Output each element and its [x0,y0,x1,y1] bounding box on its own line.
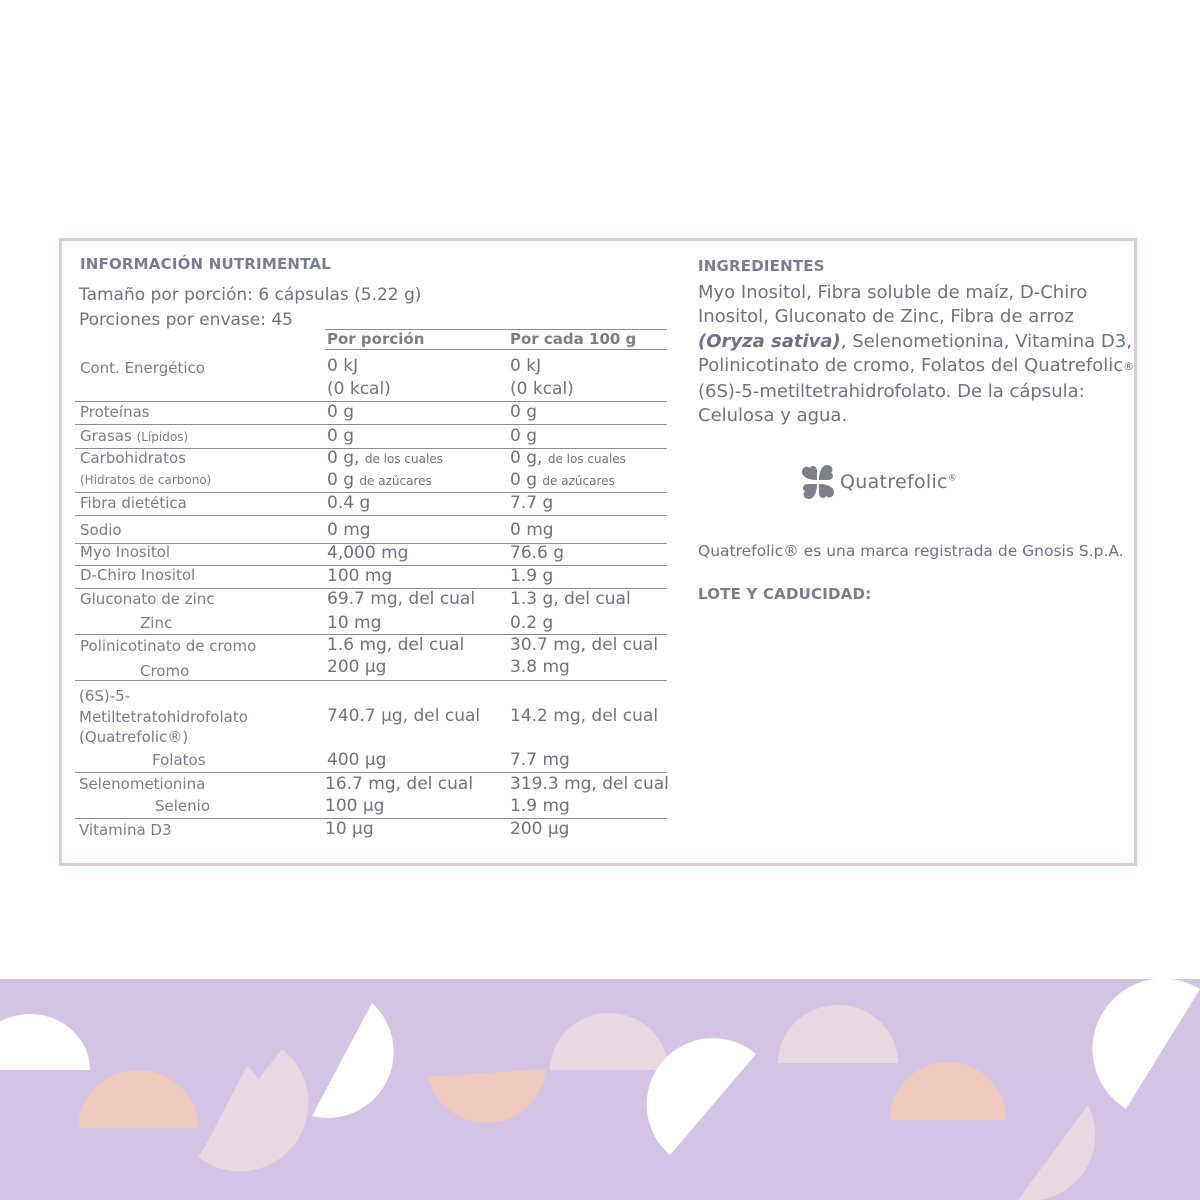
lot-label: LOTE Y CADUCIDAD: [698,585,872,603]
row-name: Fibra dietética [80,494,187,512]
per-100g-value: 0 kJ [510,356,542,376]
row-name-note: (Lípidos) [136,430,189,444]
row-name: Proteínas [80,403,150,421]
per-serving-value: 0 g [327,402,355,422]
sub-row-name: Cromo [140,662,190,680]
column-header-per-100g: Por cada 100 g [510,330,637,348]
trademark-note: Quatrefolic® es una marca registrada de Gnosis S.p.A. [698,542,1124,560]
sub-row-name: Zinc [140,614,173,632]
per-100g-value: 0 g [510,402,538,422]
per-serving-value: 740.7 µg, del cual [327,706,481,726]
row-name: Gluconato de zinc [80,590,215,608]
row-rule [75,680,667,681]
row-name: D-Chiro Inositol [80,566,196,584]
per-100g-value: 1.9 g [510,566,554,586]
row-name: Vitamina D3 [79,821,172,839]
per-100g-value: 200 µg [510,819,570,839]
sub-row-name: Folatos [152,751,206,769]
per-100g-value: 14.2 mg, del cual [510,706,659,726]
per-serving-value: 1.6 mg, del cual [327,635,465,655]
ingredients-text: Myo Inositol, Fibra soluble de maíz, D-Chiro Inositol, Gluconato de Zinc, Fibra de arroz (Oryza sativa), Selenometionina, Vitamina D3, Polinicotinato de cromo, Folatos del Quatrefolic® (6S)-5-metiltetrahidrofolato. De la cápsula: Celulosa y agua. [698,282,1135,427]
per-100g-sugar: 0 g de azúcares [510,470,615,490]
per-serving-value: (0 kcal) [327,379,391,399]
per-100g-value: 0 mg [510,520,554,540]
per-100g-value: 7.7 g [510,493,554,513]
row-name: Metiltetratohidrofolato [79,708,248,726]
nutrition-heading: INFORMACIÓN NUTRIMENTAL [80,255,331,273]
row-rule [75,515,667,516]
per-serving-value: 0 mg [327,520,371,540]
row-name: (Quatrefolic®) [79,728,189,746]
logo-text: Quatrefolic® [840,471,958,493]
row-name: (6S)-5- [79,687,131,705]
per-100g-value: 30.7 mg, del cual [510,635,659,655]
row-name: Cont. Energético [80,359,205,377]
row-rule [75,424,667,425]
per-serving-value: 0 g, de los cuales [327,448,443,468]
row-rule [75,772,667,773]
row-rule [75,492,667,493]
per-serving-value: 69.7 mg, del cual [327,589,476,609]
quatrefolic-logo [798,463,957,501]
sub-per-serving-value: 400 µg [327,750,387,770]
row-name: Carbohidratos [80,449,186,467]
per-100g-value: (0 kcal) [510,379,574,399]
row-name: Selenometionina [79,775,206,793]
per-100g-value: 76.6 g [510,543,565,563]
per-serving-value: 100 mg [327,566,393,586]
serving-size: Tamaño por porción: 6 cápsulas (5.22 g) [79,285,422,305]
per-100g-value: 319.3 mg, del cual [510,774,669,794]
header-rule [325,349,667,350]
per-100g-value: 0 g, de los cuales [510,448,626,468]
sub-per-100g-value: 3.8 mg [510,657,570,677]
nutrition-panel [59,238,1137,866]
per-serving-value: 0 g [327,426,355,446]
ingredients-italic: (Oryza sativa) [698,330,841,352]
per-100g-value: 1.3 g, del cual [510,589,631,609]
sub-per-100g-value: 7.7 mg [510,750,570,770]
decorative-shapes [0,979,1200,1200]
row-rule [75,401,667,402]
per-100g-value: 0 g [510,426,538,446]
per-serving-value: 16.7 mg, del cual [325,774,474,794]
row-name-note: (Hidratos de carbono) [80,473,212,487]
row-name: Grasas (Lípidos) [80,427,189,445]
per-serving-value: 4,000 mg [327,543,409,563]
servings-per-container: Porciones por envase: 45 [79,310,294,330]
sub-per-serving-value: 100 µg [325,796,385,816]
ingredients-heading: INGREDIENTES [698,257,825,275]
sub-per-100g-value: 0.2 g [510,613,554,633]
row-name: Myo Inositol [80,543,171,561]
sub-per-100g-value: 1.9 mg [510,796,570,816]
decorative-band [0,979,1200,1200]
row-name: Sodio [80,521,122,539]
sub-per-serving-value: 200 µg [327,657,387,677]
per-serving-sugar: 0 g de azúcares [327,470,432,490]
sub-row-name: Selenio [155,797,210,815]
per-serving-value: 0 kJ [327,356,359,376]
sub-per-serving-value: 10 mg [327,613,382,633]
row-name: Polinicotinato de cromo [80,637,257,655]
per-serving-value: 10 µg [325,819,374,839]
column-header-per-serving: Por porción [327,330,425,348]
clover-icon [798,463,836,501]
per-serving-value: 0.4 g [327,493,371,513]
